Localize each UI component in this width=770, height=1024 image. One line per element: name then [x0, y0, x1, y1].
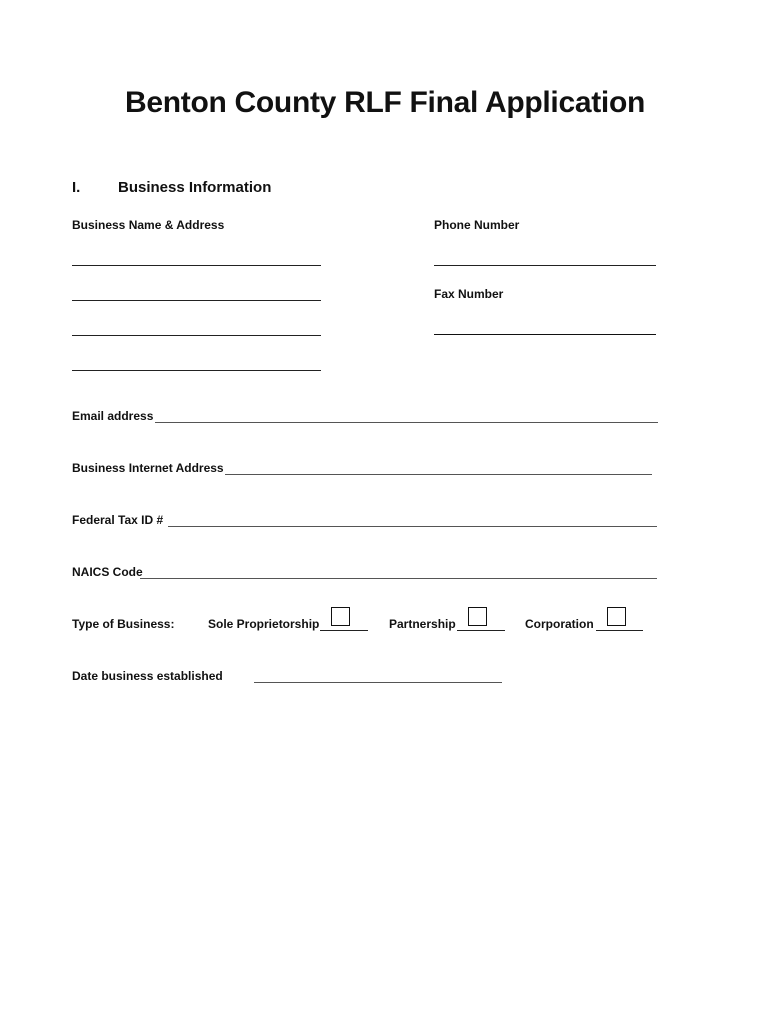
business-name-line-1[interactable]	[72, 265, 321, 266]
business-internet-address-label: Business Internet Address	[72, 461, 224, 475]
email-address-label: Email address	[72, 409, 154, 423]
corporation-underline	[596, 630, 643, 631]
corporation-checkbox[interactable]	[607, 607, 626, 626]
sole-proprietorship-underline	[320, 630, 368, 631]
fax-number-label: Fax Number	[434, 287, 504, 301]
date-established-label: Date business established	[72, 669, 223, 683]
corporation-label: Corporation	[525, 617, 594, 631]
phone-number-label: Phone Number	[434, 218, 520, 232]
sole-proprietorship-checkbox[interactable]	[331, 607, 350, 626]
partnership-checkbox[interactable]	[468, 607, 487, 626]
section-title: Business Information	[118, 179, 272, 196]
naics-code-line[interactable]	[140, 578, 657, 579]
naics-code-label: NAICS Code	[72, 565, 143, 579]
fax-number-line[interactable]	[434, 334, 656, 335]
business-internet-address-line[interactable]	[225, 474, 652, 475]
email-address-line[interactable]	[155, 422, 658, 423]
business-address-line-2[interactable]	[72, 370, 321, 371]
business-name-address-label: Business Name & Address	[72, 218, 225, 232]
federal-tax-id-line[interactable]	[168, 526, 657, 527]
date-established-line[interactable]	[254, 682, 502, 683]
partnership-label: Partnership	[389, 617, 456, 631]
phone-number-line[interactable]	[434, 265, 656, 266]
section-number: I.	[72, 179, 81, 196]
partnership-underline	[457, 630, 505, 631]
document-title: Benton County RLF Final Application	[124, 86, 645, 119]
federal-tax-id-label: Federal Tax ID #	[72, 513, 164, 527]
sole-proprietorship-label: Sole Proprietorship	[208, 617, 320, 631]
business-address-line-1[interactable]	[72, 335, 321, 336]
type-of-business-label: Type of Business:	[72, 617, 175, 631]
business-name-line-2[interactable]	[72, 300, 321, 301]
